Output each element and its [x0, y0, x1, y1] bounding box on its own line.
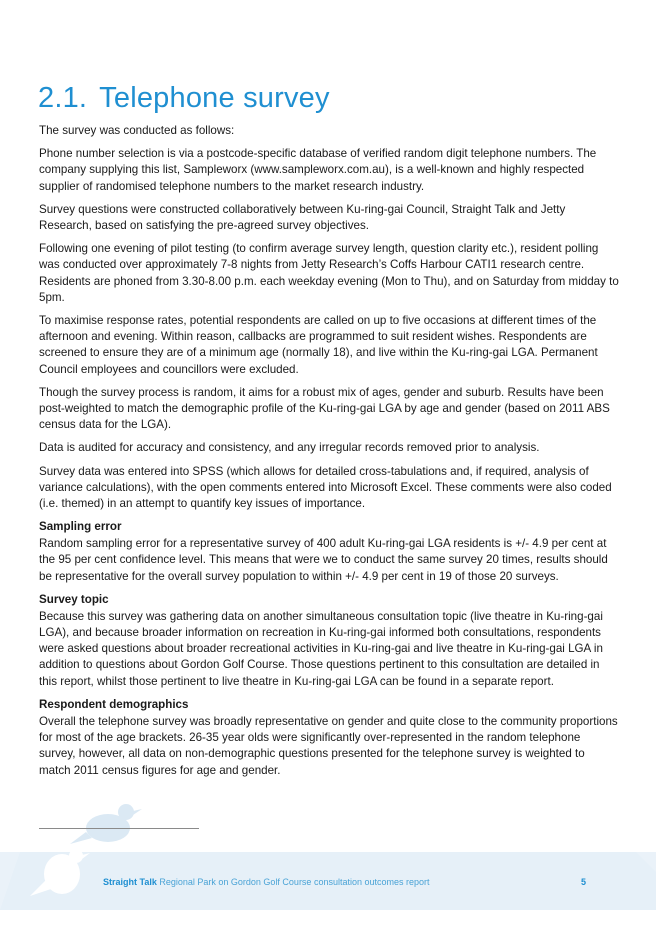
survey-topic-heading: Survey topic: [39, 592, 109, 606]
paragraph: Survey data was entered into SPSS (which allows for detailed cross-tabulations and, if required, analysis of variance calculations), with the open comments entered into Microsoft Excel. These comments were also coded (i.e. themed) in an attempt to quantify key issues of importance.: [39, 464, 612, 511]
body-content: [39, 123, 619, 786]
survey-topic-text: Because this survey was gathering data on another simultaneous consultation topic (live theatre in Ku-ring-gai LGA), and because broader information on recreation in Ku-ring-gai informed both consultations, respondents were asked questions about broader recreational activities in Ku-ring-gai and live theatre in Ku-ring-gai LGA in addition to questions about Gordon Golf Course. Those questions pertinent to this consultation are detailed in this report, whilst those pertinent to live theatre in Ku-ring-gai LGA can be found in a separate report.: [39, 609, 603, 688]
footer-brand: Straight Talk: [103, 877, 157, 887]
paragraph: Though the survey process is random, it aims for a robust mix of ages, gender and suburb. Results have been post-weighted to match the demographic profile of the Ku-ring-gai LGA by age and gender (based on 2011 ABS census data for the LGA).: [39, 385, 610, 432]
paragraph: Survey questions were constructed collaboratively between Ku-ring-gai Council, Straight Talk and Jetty Research, based on satisfying the pre-agreed survey objectives.: [39, 202, 566, 233]
section-heading: [38, 82, 330, 115]
section-number: 2.1.: [38, 82, 88, 114]
section-title: Telephone survey: [99, 82, 330, 114]
footer-report-title: Regional Park on Gordon Golf Course consultation outcomes report: [159, 877, 430, 887]
paragraph: To maximise response rates, potential respondents are called on up to five occasions at different times of the afternoon and evening. Within reason, callbacks are programmed to suit resident wishes. Respondents are screened to ensure they are of a minimum age (normally 18), and live within the Ku-ring-gai LGA. Permanent Council employees and councillors were excluded.: [39, 314, 598, 376]
respondent-demographics-heading: Respondent demographics: [39, 697, 189, 711]
paragraph: Following one evening of pilot testing (to confirm average survey length, question clarity etc.), resident polling was conducted over approximately 7-8 nights from Jetty Research’s Coffs Harbour CATI1 research centre. Residents are phoned from 3.30-8.00 p.m. each weekday evening (Mon to Thu), and on Saturday from midday to 5pm.: [39, 242, 619, 304]
sampling-error-heading: Sampling error: [39, 520, 122, 534]
paragraph: Phone number selection is via a postcode-specific database of verified random digit telephone numbers. The company supplying this list, Sampleworx (www.sampleworx.com.au), is a well-known and highly respected supplier of randomised telephone numbers to the market research industry.: [39, 147, 597, 193]
footnote-divider: [39, 828, 199, 829]
respondent-demographics-text: Overall the telephone survey was broadly representative on gender and quite close to the community proportions for most of the age brackets. 26-35 year olds were significantly over-represented in the random telephone survey, however, all data on non-demographic questions presented for the telephone survey is weighted to match 2011 census figures for age and gender.: [39, 714, 618, 777]
paragraph: Data is audited for accuracy and consistency, and any irregular records removed prior to analysis.: [39, 441, 540, 455]
page-number: 5: [581, 877, 587, 887]
paragraph: The survey was conducted as follows:: [39, 124, 235, 137]
sampling-error-text: Random sampling error for a representative survey of 400 adult Ku-ring-gai LGA residents is +/- 4.9 per cent at the 95 per cent confidence level. This means that were we to conduct the same survey 20 times, results should be representative for the overall survey population to within +/- 4.9 per cent in 19 of those 20 surveys.: [39, 537, 608, 583]
footer-caption: [103, 877, 430, 887]
